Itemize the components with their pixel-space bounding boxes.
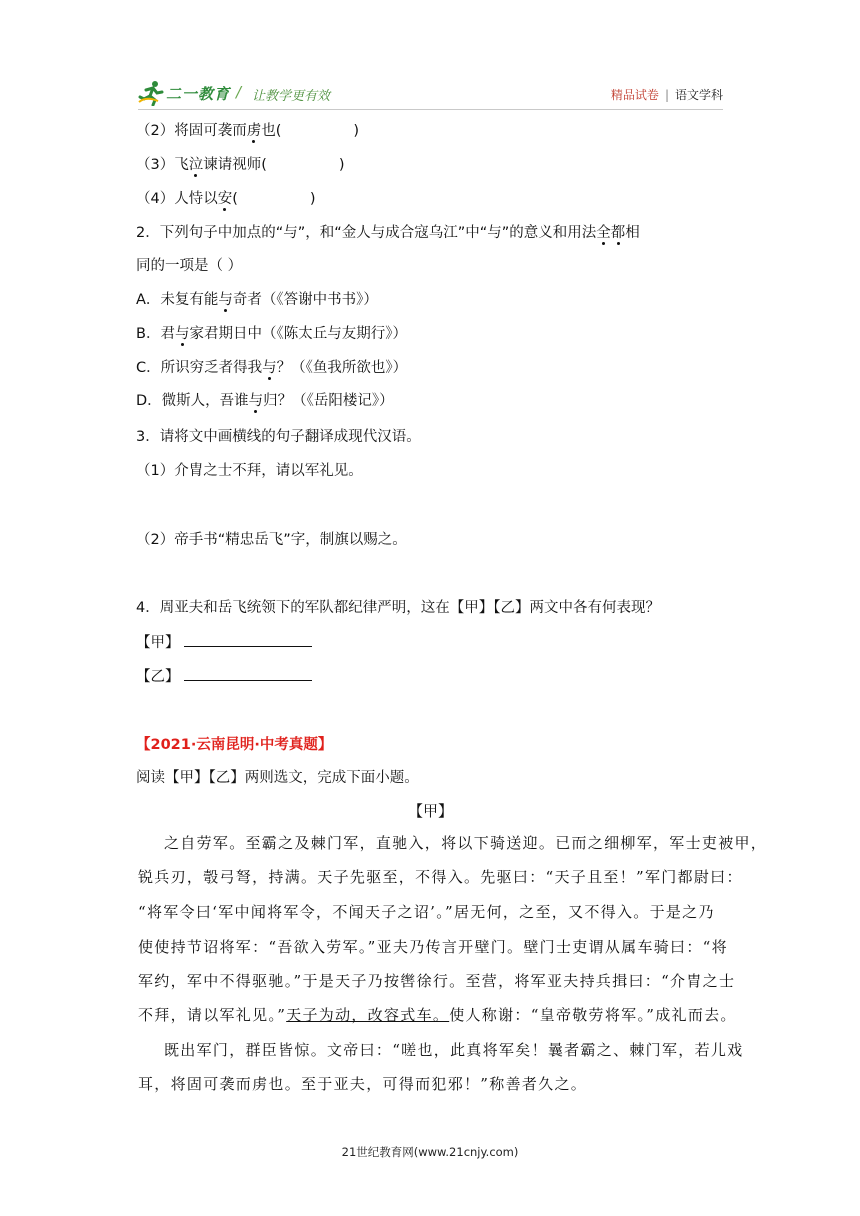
- q1-item-4: （4）人恃以安( ): [136, 191, 316, 207]
- q4-answer-a: 【甲】: [136, 632, 312, 653]
- q2-prompt-line2: 同的一项是（ ）: [136, 258, 243, 274]
- q2-option-c: C．所识穷乏者得我与？（《鱼我所欲也》）: [136, 360, 408, 376]
- brand-divider: /: [236, 83, 242, 101]
- passage-line: 之自劳军。至霸之及棘门军，直驰入，将以下骑送迎。已而之细柳军，军士吏被甲，: [164, 834, 768, 852]
- passage-line: “将军令曰‘军中闻将军令，不闻天子之诏’。”居无何，之至，又不得入。于是之乃: [138, 903, 715, 921]
- answer-blank[interactable]: [184, 666, 312, 681]
- emphasis-char: 虏: [246, 123, 262, 139]
- q2-prompt-line1: 2．下列句子中加点的“与”，和“金人与成合寇乌江”中“与”的意义和用法全都相: [136, 225, 640, 241]
- emphasis-char: 泣: [188, 157, 204, 173]
- passage-line: 锐兵刃，彀弓弩，持满。天子先驱至，不得入。先驱曰：“天子且至！”军门都尉曰：: [138, 868, 743, 886]
- runner-logo-icon: [138, 80, 164, 106]
- header-separator: |: [664, 88, 669, 102]
- answer-blank[interactable]: [184, 632, 312, 647]
- page-header: [138, 80, 723, 108]
- passage-title: 【甲】: [407, 802, 453, 820]
- header-right: [611, 86, 723, 103]
- brand-name: 二一教育: [166, 85, 231, 103]
- section-instruction: 阅读【甲】【乙】两则选文，完成下面小题。: [136, 770, 419, 786]
- q3-item-1: （1）介胄之士不拜，请以军礼见。: [136, 463, 363, 479]
- passage-line: 军约，军中不得驱驰。”于是天子乃按辔徐行。至营，将军亚夫持兵揖曰：“介胄之士: [138, 972, 736, 990]
- section-title: 【2021·云南昆明·中考真题】: [136, 737, 333, 753]
- q4-prompt: 4．周亚夫和岳飞统领下的军队都纪律严明，这在【甲】【乙】两文中各有何表现？: [136, 600, 660, 616]
- q2-option-a: A．未复有能与奇者（《答谢中书书》）: [136, 292, 378, 308]
- passage-line: 耳，将固可袭而虏也。至于亚夫，可得而犯邪！”称善者久之。: [138, 1075, 588, 1093]
- page-footer: 21世纪教育网(www.21cnjy.com): [341, 1145, 519, 1159]
- q4-answer-b: 【乙】: [136, 666, 312, 687]
- emphasis-char: 安: [217, 191, 233, 207]
- q1-item-3: （3）飞泣谏请视师( ): [136, 157, 345, 173]
- q2-option-d: D．微斯人，吾谁与归？（《岳阳楼记》）: [136, 393, 394, 409]
- q1-item-2: （2）将固可袭而虏也( ): [136, 123, 360, 139]
- header-tag: 精品试卷: [610, 88, 659, 102]
- passage-line: 使使持节诏将军：“吾欲入劳军。”亚夫乃传言开壁门。壁门士吏谓从属车骑曰：“将: [138, 938, 728, 956]
- underlined-sentence: 天子为动，改容式车。: [286, 1006, 450, 1024]
- passage-line: 既出军门，群臣皆惊。文帝曰：“嗟也，此真将军矣！曩者霸之、棘门军，若儿戏: [164, 1041, 744, 1059]
- q3-prompt: 3．请将文中画横线的句子翻译成现代汉语。: [136, 429, 421, 445]
- header-subject: 语文学科: [674, 88, 723, 102]
- q2-option-b: B．君与家君期日中（《陈太丘与友期行》）: [136, 326, 407, 342]
- passage-line-underlined: 不拜，请以军礼见。”天子为动，改容式车。使人称谢：“皇帝敬劳将军。”成礼而去。: [138, 1006, 737, 1024]
- brand-slogan: 让教学更有效: [252, 89, 331, 104]
- header-divider: [138, 109, 723, 110]
- q3-item-2: （2）帝手书“精忠岳飞”字，制旗以赐之。: [136, 532, 407, 548]
